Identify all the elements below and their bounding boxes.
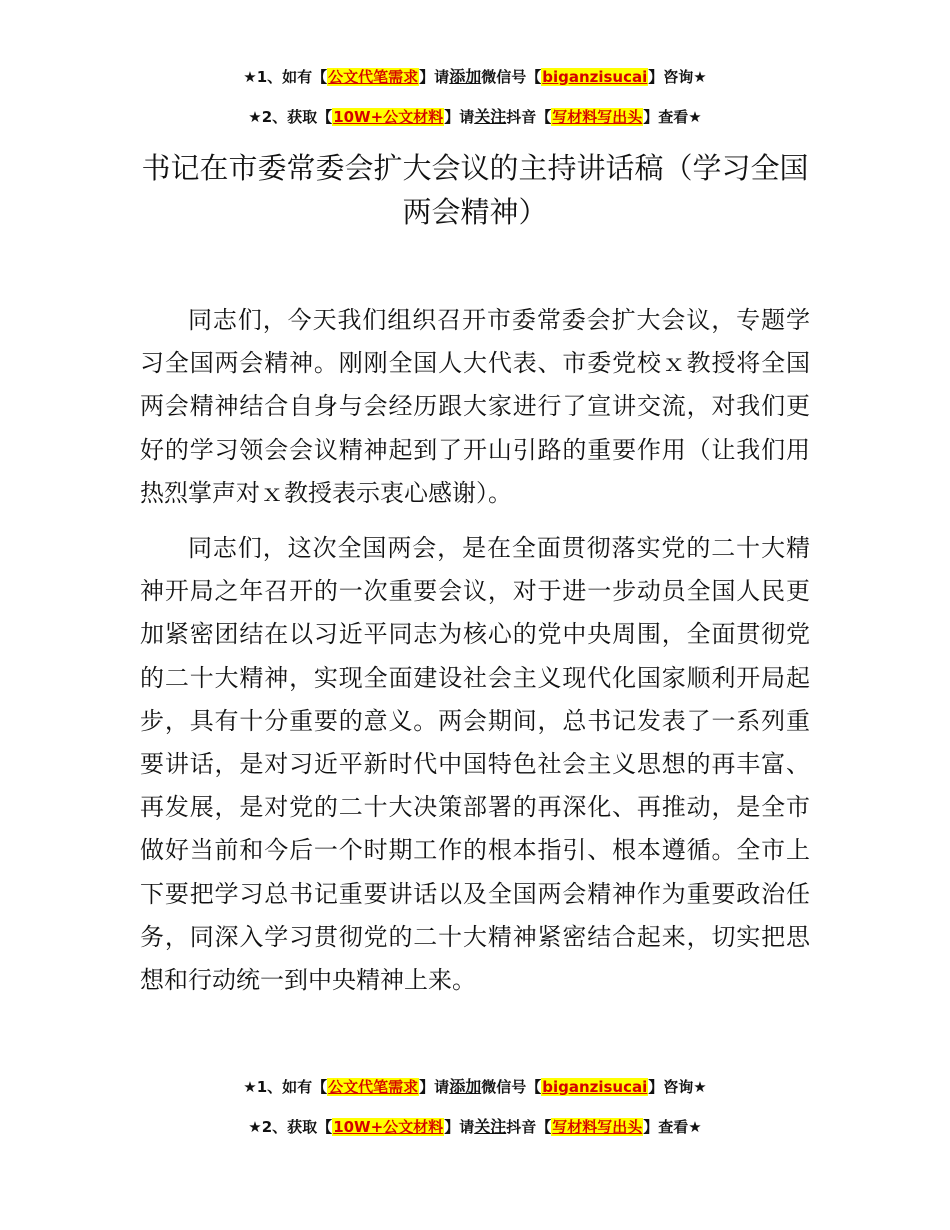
promo-banner-bottom-line-1 [0,1076,950,1098]
banner-underlined: 添加 [449,67,482,86]
banner-text: 】查看★ [643,108,702,126]
banner-underlined: 添加 [449,1077,482,1096]
banner-text: 抖音【 [506,108,552,126]
promo-banner-top-line-2 [0,106,950,128]
body-paragraph: 同志们，今天我们组织召开市委常委会扩大会议，专题学习全国两会精神。刚刚全国人大代表、市委党校ｘ教授将全国两会精神结合自身与会经历跟大家进行了宣讲交流，对我们更好的学习领会会议精神起到了开山引路的重要作用（让我们用热烈掌声对ｘ教授表示衷心感谢）。 [140,306,810,507]
promo-banner-bottom-line-2 [0,1116,950,1138]
banner-text: 】请 [419,68,450,86]
banner-text: 】查看★ [643,1118,702,1136]
banner-text: 】咨询★ [648,1078,707,1096]
banner-highlight: 写材料写出头 [552,1118,643,1136]
body-paragraph: 同志们，这次全国两会，是在全面贯彻落实党的二十大精神开局之年召开的一次重要会议，对于进一步动员全国人民更加紧密团结在以习近平同志为核心的党中央周围，全面贯彻党的二十大精神，实现全面建设社会主义现代化国家顺利开局起步，具有十分重要的意义。两会期间，总书记发表了一系列重要讲话，是对习近平新时代中国特色社会主义思想的再丰富、再发展，是对党的二十大决策部署的再深化、再推动，是全市做好当前和今后一个时期工作的根本指引、根本遵循。全市上下要把学习总书记重要讲话以及全国两会精神作为重要政治任务，同深入学习贯彻党的二十大精神紧密结合起来，切实把思想和行动统一到中央精神上来。 [140,534,810,995]
document-body [140,299,810,1014]
banner-highlight: 写材料写出头 [552,108,643,126]
promo-banner-top-line-1 [0,66,950,88]
banner-underlined: 关注 [474,107,507,126]
banner-text: 】咨询★ [648,68,707,86]
banner-underlined: 关注 [474,1117,507,1136]
document-title: 书记在市委常委会扩大会议的主持讲话稿（学习全国两会精神） [141,151,809,229]
banner-highlight: biganzisucai [542,1078,648,1096]
banner-text: 抖音【 [506,1118,552,1136]
banner-text: ★1、如有【 [243,68,328,86]
banner-text: 】请 [419,1078,450,1096]
banner-highlight: biganzisucai [542,68,648,86]
banner-highlight: 公文代笔需求 [328,1078,419,1096]
banner-highlight: 10W+公文材料 [333,1118,444,1136]
banner-text: 】请 [444,108,475,126]
banner-highlight: 公文代笔需求 [328,68,419,86]
banner-text: ★1、如有【 [243,1078,328,1096]
banner-highlight: 10W+公文材料 [333,108,444,126]
banner-text: 微信号【 [481,1078,542,1096]
banner-text: ★2、获取【 [248,1118,333,1136]
banner-text: 】请 [444,1118,475,1136]
banner-text: ★2、获取【 [248,108,333,126]
banner-text: 微信号【 [481,68,542,86]
